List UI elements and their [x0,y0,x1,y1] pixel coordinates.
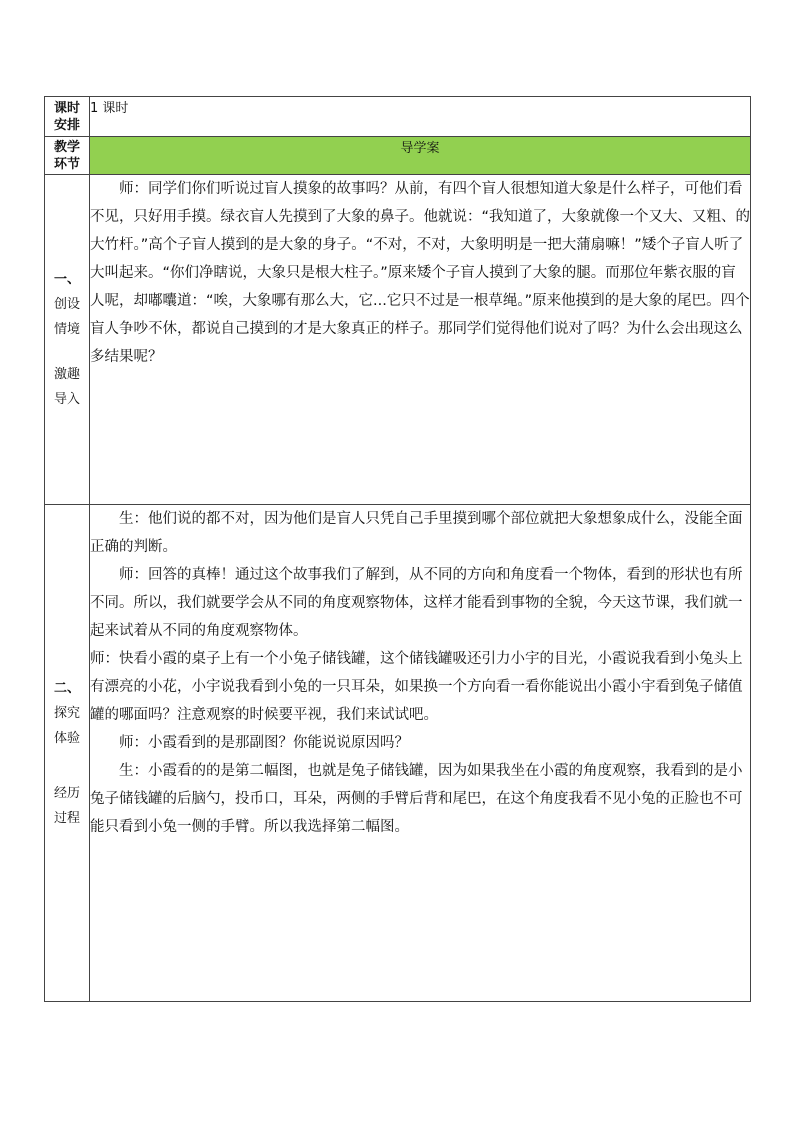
section-2-paragraph: 生：小霞看的的是第二幅图，也就是兔子储钱罐，因为如果我坐在小霞的角度观察，我看到的是小兔子储钱罐的后脑勺，投币口，耳朵，两侧的手臂后背和尾巴，在这个角度我看不见小兔的正脸也不可能只看到小兔一侧的手臂。所以我选择第二幅图。 [90,763,743,835]
lesson-plan-table [44,96,751,1002]
section-1-title-line1: 创设 [53,297,80,312]
section-2-title-line1: 探究 [53,705,80,721]
label-teaching-stage-line2: 环节 [53,156,80,172]
label-class-hours [45,97,90,137]
row-teaching-stage [45,137,751,175]
section-2-paragraph: 师：快看小霞的桌子上有一个小兔子储钱罐，这个储钱罐吸还引力小宇的目光，小霞说我看到小兔头上有漂亮的小花，小宇说我看到小兔的一只耳朵，如果换一个方向看一看你能说出小霞小宇看到兔子储值罐的哪面吗？注意观察的时候要平视，我们来试试吧。 [90,651,743,723]
label-teaching-stage-line1: 教学 [53,139,80,155]
row-class-hours [45,97,751,137]
value-class-hours: 1 课时 [90,97,751,137]
row-section-1 [45,175,751,505]
section-2-paragraph: 师：回答的真棒！通过这个故事我们了解到，从不同的方向和角度看一个物体，看到的形状也有所不同。所以，我们就要学会从不同的角度观察物体，这样才能看到事物的全貌，今天这节课，我们就一起来试着从不同的角度观察物体。 [90,567,743,639]
label-class-hours-line1: 课时 [53,100,80,116]
section-1-content [90,175,751,505]
section-1-label [45,175,90,505]
row-section-2 [45,505,751,1002]
label-class-hours-line2: 安排 [53,117,80,133]
section-2-sub-line2: 过程 [53,810,80,826]
section-1-sub-line1: 激趣 [53,367,80,382]
section-2-sub-line1: 经历 [53,785,80,801]
section-2-number: 二、 [53,680,80,696]
section-2-label [45,505,90,1002]
label-teaching-stage [45,137,90,175]
section-1-sub-line2: 导入 [53,392,80,407]
section-2-paragraph: 生：他们说的都不对，因为他们是盲人只凭自己手里摸到哪个部位就把大象想象成什么，没能全面正确的判断。 [90,511,743,555]
section-2-paragraph: 师：小霞看到的是那副图？你能说说原因吗？ [119,735,409,751]
section-1-paragraph: 师：同学们你们听说过盲人摸象的故事吗？从前，有四个盲人很想知道大象是什么样子，可他们看不见，只好用手摸。绿衣盲人先摸到了大象的鼻子。他就说：“我知道了，大象就像一个又大、又粗、的大竹杆。”高个子盲人摸到的是大象的身子。“不对，不对，大象明明是一把大蒲扇嘛！”矮个子盲人听了大叫起来。“你们净瞎说，大象只是根大柱子。”原来矮个子盲人摸到了大象的腿。而那位年紫衣服的盲人呢，却嘟囔道：“唉，大象哪有那么大，它...它只不过是一根草绳。”原来他摸到的是大象的尾巴。四个盲人争吵不休，都说自己摸到的才是大象真正的样子。那同学们觉得他们说对了吗？为什么会出现这么多结果呢？ [90,181,751,365]
section-2-content [90,505,751,1002]
section-2-title-line2: 体验 [53,730,80,746]
section-1-number: 一、 [53,272,80,287]
section-1-title-line2: 情境 [53,322,80,337]
stage-header-guide: 导学案 [90,137,751,175]
